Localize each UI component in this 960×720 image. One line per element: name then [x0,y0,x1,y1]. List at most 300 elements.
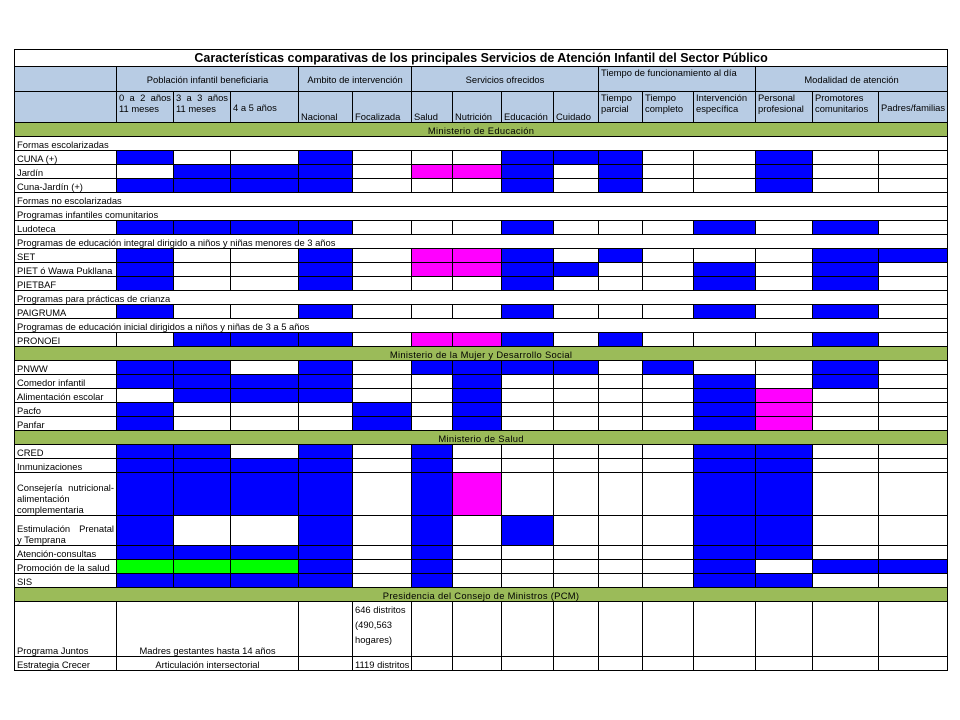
table-row [15,445,948,459]
table-row [15,516,948,546]
cell-empty [643,560,694,574]
cell-blue [412,459,453,473]
cell-blue [502,249,554,263]
cell-empty [502,417,554,431]
cell-empty [694,249,756,263]
row-label-set: SET [15,249,117,263]
table-row [15,389,948,403]
cell-blue [174,361,231,375]
cell-empty [453,445,502,459]
cell-blue [299,305,353,319]
cell-empty [879,445,948,459]
table-row [15,546,948,560]
cell-empty [599,389,643,403]
cell-blue [412,473,453,516]
group-ambito: Ambito de intervención [299,67,412,92]
cell-empty [353,263,412,277]
cell-empty [412,417,453,431]
cell-empty [412,403,453,417]
cell-blue [117,445,174,459]
cell-blue [599,165,643,179]
cell-blue [174,333,231,347]
cell-blue [694,459,756,473]
cell-blue [694,445,756,459]
cell-empty [643,546,694,560]
cell-empty [231,516,299,546]
table-row [15,361,948,375]
cell-empty [756,277,813,291]
cell-empty [231,263,299,277]
cell-blue [453,375,502,389]
col-educacion: Educación [502,92,554,123]
cell-empty [502,546,554,560]
cell-empty [813,459,879,473]
cell-blue [694,417,756,431]
cell-empty [412,389,453,403]
cell-empty [879,375,948,389]
cell-empty [231,151,299,165]
cell-empty [453,560,502,574]
cell-empty [643,375,694,389]
cell-blue [299,560,353,574]
cell-blue [353,417,412,431]
cell-blue [554,361,599,375]
cell-empty [643,417,694,431]
cell-empty [599,305,643,319]
col-focalizada: Focalizada [353,92,412,123]
cell-empty [299,657,353,671]
cell-empty [643,516,694,546]
row-label-crecer: Estrategia Crecer [15,657,117,671]
cell-blue [412,445,453,459]
cell-empty [879,546,948,560]
cell-blue [694,263,756,277]
cell-blue [231,375,299,389]
cell-empty [174,305,231,319]
cell-empty [643,574,694,588]
cell-blue [813,305,879,319]
cell-empty [554,473,599,516]
row-label-alimentacion: Alimentación escolar [15,389,117,403]
cell-blue [412,546,453,560]
cell-empty [412,375,453,389]
cell-empty [599,403,643,417]
cell-blue [299,277,353,291]
cell-blue [174,375,231,389]
cell-blue [502,277,554,291]
header-corner-2 [15,92,117,123]
cell-blue [117,516,174,546]
cell-empty [879,473,948,516]
cell-empty [174,277,231,291]
cell-blue [813,361,879,375]
cell-magenta [756,389,813,403]
cell-magenta [453,333,502,347]
cell-empty [813,602,879,657]
cell-blue [231,333,299,347]
cell-blue [117,179,174,193]
cell-magenta [412,165,453,179]
cell-blue [599,333,643,347]
cell-empty [502,602,554,657]
cell-magenta [412,333,453,347]
crecer-focalizada: 1119 distritos [353,657,412,671]
group-servicios: Servicios ofrecidos [412,67,599,92]
cell-empty [554,574,599,588]
cell-empty [174,263,231,277]
cell-blue [502,361,554,375]
cell-blue [174,574,231,588]
cell-empty [231,249,299,263]
cell-empty [879,277,948,291]
cell-empty [502,375,554,389]
cell-blue [174,179,231,193]
table-row [15,560,948,574]
cell-empty [353,361,412,375]
cell-blue [299,249,353,263]
cell-empty [643,473,694,516]
cell-blue [231,165,299,179]
cell-empty [643,657,694,671]
cell-magenta [412,263,453,277]
cell-blue [231,473,299,516]
cell-blue [756,546,813,560]
cell-blue [299,333,353,347]
cell-empty [353,473,412,516]
cell-empty [502,574,554,588]
cell-empty [353,389,412,403]
cell-empty [554,403,599,417]
cell-empty [554,657,599,671]
cell-empty [694,602,756,657]
cell-blue [453,417,502,431]
cell-blue [813,333,879,347]
cell-blue [502,516,554,546]
cell-empty [694,333,756,347]
cell-empty [412,179,453,193]
cell-empty [554,459,599,473]
cell-blue [299,574,353,588]
cell-magenta [453,473,502,516]
cell-empty [599,473,643,516]
cell-empty [174,151,231,165]
cell-blue [117,249,174,263]
cell-empty [643,333,694,347]
cell-empty [694,657,756,671]
row-label-pronoei: PRONOEI [15,333,117,347]
cell-empty [813,389,879,403]
cell-empty [231,445,299,459]
cell-empty [813,151,879,165]
cell-empty [879,516,948,546]
cell-blue [694,375,756,389]
col-personal: Personal profesional [756,92,813,123]
cell-empty [879,165,948,179]
cell-empty [554,602,599,657]
cell-blue [117,305,174,319]
cell-empty [879,305,948,319]
cell-empty [813,403,879,417]
group-poblacion: Población infantil beneficiaria [117,67,299,92]
cell-empty [756,602,813,657]
cell-blue [231,389,299,403]
cell-empty [231,277,299,291]
cell-empty [353,560,412,574]
section-minedu: Ministerio de Educación [15,123,948,137]
cell-empty [502,459,554,473]
cell-empty [599,516,643,546]
cell-empty [879,403,948,417]
cell-blue [756,179,813,193]
cell-empty [353,165,412,179]
cell-empty [554,389,599,403]
juntos-poblacion: Madres gestantes hasta 14 años [117,602,299,657]
cell-blue [299,179,353,193]
cell-blue [502,263,554,277]
cell-empty [453,179,502,193]
table-row [15,417,948,431]
cell-empty [813,179,879,193]
cell-blue [694,516,756,546]
cell-empty [353,249,412,263]
section-minsa: Ministerio de Salud [15,431,948,445]
row-label-pietbaf: PIETBAF [15,277,117,291]
cell-empty [643,459,694,473]
cell-blue [299,165,353,179]
cell-magenta [453,263,502,277]
col-nacional: Nacional [299,92,353,123]
cell-empty [353,546,412,560]
cell-empty [599,459,643,473]
cell-blue [502,305,554,319]
cell-blue [231,179,299,193]
cell-blue [117,403,174,417]
cell-empty [599,221,643,235]
cell-empty [231,417,299,431]
cell-blue [117,375,174,389]
cell-empty [502,473,554,516]
cell-empty [643,389,694,403]
cell-blue [502,179,554,193]
cell-blue [694,546,756,560]
cell-empty [599,574,643,588]
comparison-table [14,49,948,671]
cell-empty [756,657,813,671]
crecer-poblacion: Articulación intersectorial [117,657,299,671]
cell-empty [412,305,453,319]
cell-empty [879,417,948,431]
cell-empty [756,305,813,319]
cell-blue [453,389,502,403]
cell-blue [299,459,353,473]
cell-empty [174,516,231,546]
cell-blue [117,546,174,560]
cell-empty [554,417,599,431]
cell-blue [231,546,299,560]
cell-empty [643,151,694,165]
cell-empty [353,459,412,473]
cell-empty [353,516,412,546]
table-row [15,459,948,473]
row-label-inmunizaciones: Inmunizaciones [15,459,117,473]
cell-empty [353,151,412,165]
cell-empty [813,657,879,671]
col-nutricion: Nutrición [453,92,502,123]
cell-empty [599,417,643,431]
cell-empty [879,221,948,235]
cell-green [174,560,231,574]
col-4-5: 4 a 5 años [231,92,299,123]
cell-blue [117,151,174,165]
cell-empty [599,361,643,375]
cell-empty [353,333,412,347]
table-row [15,574,948,588]
cell-blue [502,165,554,179]
cell-empty [599,657,643,671]
table-row [15,333,948,347]
cell-empty [694,151,756,165]
cell-empty [174,403,231,417]
cell-empty [353,221,412,235]
cell-empty [117,165,174,179]
cell-blue [643,361,694,375]
cell-blue [694,389,756,403]
cell-empty [694,179,756,193]
cell-blue [554,263,599,277]
cell-empty [694,165,756,179]
cell-empty [353,277,412,291]
cell-empty [299,602,353,657]
cell-blue [453,361,502,375]
row-label-cred: CRED [15,445,117,459]
cell-empty [502,560,554,574]
cell-blue [694,221,756,235]
group-tiempo: Tiempo de funcionamiento al día [599,67,756,92]
cell-empty [879,179,948,193]
cell-empty [502,445,554,459]
cell-empty [643,179,694,193]
cell-empty [353,305,412,319]
cell-blue [412,361,453,375]
cell-empty [813,473,879,516]
cell-empty [453,546,502,560]
cell-empty [879,459,948,473]
cell-empty [879,263,948,277]
cell-empty [643,445,694,459]
cell-empty [554,546,599,560]
cell-empty [599,602,643,657]
cell-blue [299,151,353,165]
cell-empty [599,560,643,574]
cell-blue [174,459,231,473]
section-mimdes: Ministerio de la Mujer y Desarrollo Social [15,347,948,361]
cell-blue [412,560,453,574]
cell-blue [231,459,299,473]
col-0-2: 0 a 2 años 11 meses [117,92,174,123]
cell-empty [453,277,502,291]
row-label-atencion: Atención-consultas [15,546,117,560]
col-3-3: 3 a 3 años 11 meses [174,92,231,123]
cell-empty [756,333,813,347]
cell-empty [879,657,948,671]
cell-blue [299,361,353,375]
cell-blue [299,375,353,389]
cell-empty [453,151,502,165]
col-tiempo-completo: Tiempo completo [643,92,694,123]
col-tiempo-parcial: Tiempo parcial [599,92,643,123]
subsection-inicial: Programas de educación inicial dirigidos a niños y niñas de 3 a 5 años [15,319,948,333]
table-row [15,473,948,516]
cell-empty [554,249,599,263]
cell-magenta [412,249,453,263]
cell-empty [554,516,599,546]
cell-empty [453,459,502,473]
cell-empty [643,403,694,417]
cell-empty [643,221,694,235]
cell-blue [554,151,599,165]
table-row [15,305,948,319]
juntos-focalizada: 646 distritos (490,563 hogares) [353,602,412,657]
cell-empty [599,263,643,277]
cell-empty [643,263,694,277]
cell-empty [231,305,299,319]
cell-blue [694,403,756,417]
cell-blue [117,221,174,235]
cell-blue [299,389,353,403]
cell-empty [756,221,813,235]
cell-blue [299,546,353,560]
cell-empty [412,602,453,657]
cell-blue [117,574,174,588]
row-label-estimulacion: Estimulación Prenatal y Temprana [15,516,117,546]
table-row [15,657,948,671]
cell-empty [453,657,502,671]
cell-empty [756,263,813,277]
cell-empty [879,333,948,347]
table-row [15,179,948,193]
cell-empty [643,305,694,319]
cell-blue [231,574,299,588]
col-intervencion: Intervención específica [694,92,756,123]
cell-blue [756,445,813,459]
cell-empty [756,249,813,263]
cell-blue [694,277,756,291]
row-label-sis: SIS [15,574,117,588]
cell-empty [756,375,813,389]
row-label-comedor: Comedor infantil [15,375,117,389]
cell-empty [412,221,453,235]
cell-empty [813,165,879,179]
cell-empty [453,221,502,235]
cell-empty [502,389,554,403]
cell-green [117,560,174,574]
cell-blue [117,473,174,516]
row-label-promocion: Promoción de la salud [15,560,117,574]
cell-magenta [756,417,813,431]
subsection-integral: Programas de educación integral dirigido a niños y niñas menores de 3 años [15,235,948,249]
cell-blue [694,574,756,588]
cell-blue [412,574,453,588]
cell-empty [554,277,599,291]
cell-blue [813,375,879,389]
cell-empty [879,389,948,403]
table-row [15,277,948,291]
cell-empty [554,305,599,319]
cell-empty [231,403,299,417]
cell-empty [117,389,174,403]
table-row [15,602,948,657]
subsection-infantiles: Programas infantiles comunitarios [15,207,948,221]
